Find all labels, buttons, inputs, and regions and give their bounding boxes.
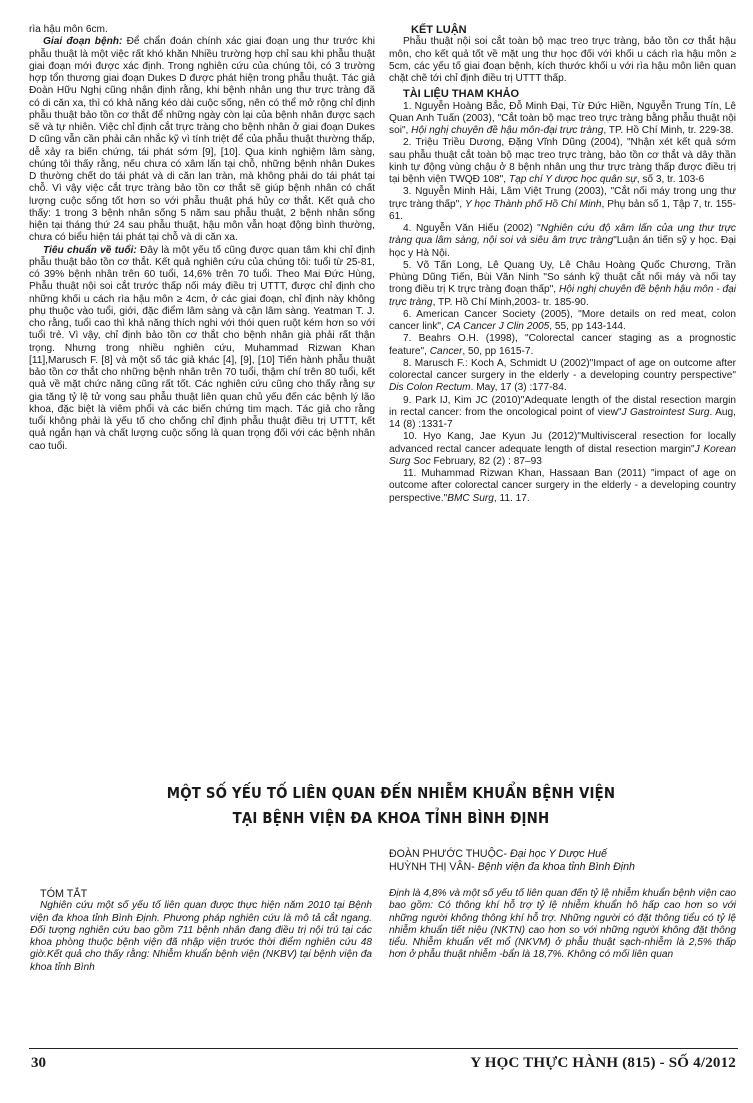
reference-text: 4. Nguyễn Văn Hiếu (2002) ": [403, 223, 541, 234]
reference-text: 3. Nguyễn Minh Hải, Lâm Việt Trung (2003), "Cắt nối máy trong ung thư trực tràng thấp",: [389, 186, 736, 210]
reference-text: 10. Hyo Kang, Jae Kyun Ju (2012)"Multivisceral resection for locally advanced rectal cancer adequate length of distal resection margin": [389, 431, 736, 455]
reference-item: [389, 309, 736, 334]
reference-source: Y học Thành phố Hồ Chí Minh: [464, 198, 602, 210]
reference-details: , TP. Hồ Chí Minh, tr. 229-38.: [603, 125, 734, 136]
continuation-text: rìa hậu môn 6cm.: [29, 24, 108, 35]
reference-details: "Luận án tiến sỹ y học. Đại học y Hà Nội.: [389, 235, 736, 259]
abstract-heading: TÓM TẮT: [40, 888, 88, 900]
reference-source: J Korean Surg Soc: [389, 443, 737, 467]
journal-issue: Y HỌC THỰC HÀNH (815) - SỐ 4/2012: [470, 1055, 736, 1071]
reference-source: Hội nghị chuyên đề bệnh hậu môn - đại trực tràng: [389, 284, 736, 308]
reference-details: . May, 17 (3) :177-84.: [470, 382, 567, 394]
reference-source: CA Cancer J Clin 2005: [446, 321, 550, 332]
reference-details: February, 82 (2) : 87–93: [430, 455, 542, 467]
reference-text: 8. Marusch F.: Koch A, Schmidt U (2002)"Impact of age on outcome after colorectal cancer surgery in the elderly - a developing country perspective": [389, 357, 736, 381]
abstract-text-right: Định là 4,8% và một số yếu tố liên quan đến tỷ lệ nhiễm khuẩn bệnh viện cao bao gồm: Có thông khí hỗ trợ tỷ lệ nhiễm khuẩn hô hấp cao hơn so với những người không thông khí hỗ trợ. Những người có đặt thông tiểu có tỷ lệ nhiễm khuẩn tiết niệu (NKTN) cao hơn so với những người không đặt thông tiểu. Nhiễm khuẩn vết mổ (NKVM) ở phẫu thuật sạch-nhiễm là 2,5% thấp hơn ở phẫu thuật nhiễm -bẩn là 18,7%. Không có mối liên quan: [389, 888, 736, 961]
age-text: Đây là một yếu tố cũng được quan tâm khi chỉ định phẫu thuật bảo tồn cơ thắt. Kết quả nghiên cứu của chúng tôi: tuổi từ 25-81, có 39% bệnh nhân trên 60 tuổi, 14,6% trên 70 tuổi. Theo Mai Đức Hùng, Phẫu thuật nội soi cắt trước thấp nối máy điều trị UTTT, được chỉ định cho những khối u cách rìa hậu môn ≥ 4cm, ở các giai đoạn, chỉ định này không phụ thuộc vào tuổi, giới, đặc điểm lâm sàng và cận lâm sàng. Yeatman T. J. cho rằng, tuổi cao thì khả năng thích nghi với thói quen ruột kém hơn so với tuổi trẻ. Vì vậy, chỉ định bảo tồn cơ thắt cho bệnh nhân già phải rất thận trọng. Nhưng trong nhiều nghiên cứu, Muhammad Rizwan Khan [11],Marusch F. [8] và một số tác giả khác [4], [9], [10] Tiến hành phẫu thuật bảo tồn cơ thắt cho những bệnh nhân trên 70 tuổi, thậm chí trên 80 tuổi, kết quả về mặt chức năng cũng rất tốt. Các nghiên cứu cũng cho thấy rằng sự gia tăng tỷ lệ tử vong sau phẫu thuật liên quan chủ yếu đến các bệnh lý lão khoa, đặc biệt là viêm phổi và các biến chứng tim mạch. Tác giả cho rằng tuổi không phải là yếu tố cho chống chỉ định phẫu thuật điều trị UTTT, kết quả ngắn hạn và chất lượng cuộc sống là quan trọng đối với các bệnh nhân cao tuổi.: [29, 244, 375, 452]
reference-source: Tạp chí Y dược học quân sự: [508, 174, 637, 185]
left-column: [29, 24, 375, 453]
author-2: [389, 861, 739, 874]
reference-details: . Aug, 14 (8) :1331-7: [389, 406, 736, 430]
reference-text: 2. Triệu Triều Dương, Đặng Vĩnh Dũng (2004), "Nhận xét kết quả sớm sau phẫu thuật cắt toàn bộ mạc treo trực tràng, bảo tồn cơ thắt và dây thần kinh tự động vùng chậu ở 8 bệnh nhân ung thư trực tràng thấp được điều trị tại bệnh viện TWQĐ 108",: [389, 137, 736, 185]
reference-item: [389, 468, 736, 505]
author-2-name: HUỲNH THỊ VÂN-: [389, 861, 475, 873]
abstract-left-column: [30, 888, 372, 974]
reference-source: J Gastrointest Surg: [621, 406, 710, 418]
stage-paragraph: [29, 36, 375, 244]
reference-details: , TP. Hồ Chí Minh,2003- tr. 185-90.: [432, 296, 589, 308]
reference-details: , 55, pp 143-144.: [549, 321, 626, 332]
reference-text: 1. Nguyễn Hoàng Bắc, Đỗ Minh Đại, Từ Đức Hiền, Nguyễn Trung Tín, Lê Quan Anh Tuấn (2003), "Cắt toàn bộ mạc treo trực tràng bằng phẫu thuật nội soi",: [389, 100, 736, 136]
reference-source: BMC Surg: [447, 492, 494, 504]
reference-text: 5. Võ Tấn Long, Lê Quang Uy, Lê Châu Hoàng Quốc Chương, Trần Phùng Dũng Tiến, Bùi Văn Ninh "So sánh kỹ thuật cắt nối máy và nối tay trong điều trị K trực tràng đoạn thấp",: [389, 259, 736, 296]
reference-details: , 50, pp 1615-7.: [462, 345, 534, 357]
reference-item: [389, 431, 736, 468]
stage-lead: Giai đoạn bệnh:: [43, 36, 123, 48]
reference-item: [389, 260, 736, 309]
reference-item: [389, 101, 736, 138]
reference-item: [389, 358, 736, 395]
stage-text: Để chẩn đoán chính xác giai đoạn ung thư trước khi phẫu thuật là một việc rất khó khăn Nhiều trường hợp chỉ sau khi phẫu thuật giai đoạn mới được xác định. Trong nghiên cứu của chúng tôi, có 3 trường hợp tổn thương giai đoạn Dukes D được phát hiện trong phẫu thuật. Tác giả Đoàn Hữu Nghị cũng nhận định rằng, khi bệnh nhân ung thư trực tràng đã có di căn xa, thì có khả năng kéo dài cuộc sống, nên có thể mở rộng chỉ định phẫu thuật bảo tồn cơ thắt để những ngày còn lại của bệnh nhân được sạch sẽ và tự nhiên. Việc chỉ định cắt trực tràng cho bệnh nhân ở giai đoạn Dukes D cũng vẫn cần phải cân nhắc kỹ vì tính triệt để của phẫu thuật thường thấp, dễ xảy ra biến chứng, tái phát sớm [9], [10]. Qua kinh nghiệm lâm sàng, chúng tôi thấy rằng, nếu chưa có xâm lấn tại chỗ, những bệnh nhân Dukes D thường chết do tái phát và di căn lan tràn, mà không phải do tái phát tại chỗ. Vì vậy việc cắt trực tràng bảo tồn cơ thắt sẽ giúp bệnh nhân có chất lượng cuộc sống tốt hơn so với phẫu thuật phá hủy cơ thắt. Kết quả cho thấy: 1 trong 3 bệnh nhân sống 5 năm sau phẫu thuật, 2 bệnh nhân sống hiện tại tháng thứ 24 sau phẫu thuật, hậu môn vẫn hoạt động bình thường, chưa có biểu hiện tái phát tại chỗ và di căn xa.: [29, 36, 375, 244]
reference-text: 9. Park IJ, Kim JC (2010)"Adequate length of the distal resection margin in rectal cancer: from the oncological point of view": [389, 394, 736, 418]
author-1: [389, 848, 739, 861]
reference-text: 11. Muhammad Rizwan Khan, Hassaan Ban (2011) "impact of age on outcome after colorectal cancer surgery in the elderly - a developing country perspective.": [389, 468, 736, 504]
title-line-1: MỘT SỐ YẾU TỐ LIÊN QUAN ĐẾN NHIỄM KHUẨN BỆNH VIỆN: [166, 784, 616, 802]
author-2-affiliation: Bệnh viện đa khoa tỉnh Bình Định: [474, 861, 635, 873]
reference-details: , 11. 17.: [493, 492, 530, 504]
reference-item: [389, 223, 736, 260]
conclusion-text: Phẫu thuật nội soi cắt toàn bộ mạc treo trực tràng, bảo tồn cơ thắt hậu môn, cho kết quả tốt về mặt ung thư học đối với khối u cách rìa hậu môn ≥ 5cm, các yếu tố giai đoạn bệnh, kích thước khối u với rìa hậu môn liên quan chặt chẽ tới chỉ định điều trị UTTT thấp.: [389, 36, 736, 84]
reference-details: , Phụ bản số 1, Tập 7, tr. 155-61.: [389, 198, 736, 222]
reference-source: Cancer: [429, 345, 463, 357]
author-1-name: ĐOÀN PHƯỚC THUỘC-: [389, 848, 507, 860]
age-paragraph: [29, 245, 375, 453]
reference-source: Hội nghị chuyên đề hậu môn-đại trực tràng: [411, 125, 604, 136]
page-number: 30: [31, 1055, 46, 1071]
article-title: [81, 781, 702, 831]
conclusion-heading: KẾT LUẬN: [411, 24, 467, 36]
reference-list: [389, 101, 736, 505]
reference-text: 6. American Cancer Society (2005), "More details on red meat, colon cancer link",: [389, 308, 736, 332]
author-1-affiliation: Đại học Y Dược Huế: [507, 848, 607, 860]
reference-item: [389, 186, 736, 223]
footer-divider: [29, 1048, 738, 1049]
abstract-text-left: Nghiên cứu một số yếu tố liên quan được thực hiện năm 2010 tại Bệnh viện đa khoa tỉnh Bình Định. Phương pháp nghiên cứu là mô tả cắt ngang. Đối tượng nghiên cứu bao gồm 711 bệnh nhân đang điều trị nội trú tại các khoa phòng thuộc bệnh viện đã nhập viện trước thời điểm nghiên cứu 48 giờ.Kết quả cho thấy rằng: Nhiễm khuẩn bệnh viện (NKBV) tại bệnh viện đa khoa tỉnh Bình: [30, 900, 372, 973]
references-heading: TÀI LIỆU THAM KHẢO: [403, 88, 520, 101]
reference-source: Nghiên cứu độ xâm lấn của ung thư trực tràng qua lâm sàng, nội soi và siêu âm trực tràng: [389, 223, 736, 247]
abstract-right-column: [389, 888, 736, 962]
title-line-2: TẠI BỆNH VIỆN ĐA KHOA TỈNH BÌNH ĐỊNH: [232, 809, 550, 827]
reference-text: 7. Beahrs O.H. (1998), "Colorectal cancer staging as a prognostic feature",: [389, 333, 736, 357]
right-column: [389, 24, 736, 505]
reference-item: [389, 333, 736, 358]
reference-item: [389, 395, 736, 432]
reference-source: Dis Colon Rectum: [389, 382, 471, 394]
authors-block: [389, 848, 739, 874]
reference-details: , số 3, tr. 103-6: [636, 174, 705, 185]
reference-item: [389, 137, 736, 186]
age-lead: Tiêu chuẩn về tuổi:: [43, 244, 137, 256]
